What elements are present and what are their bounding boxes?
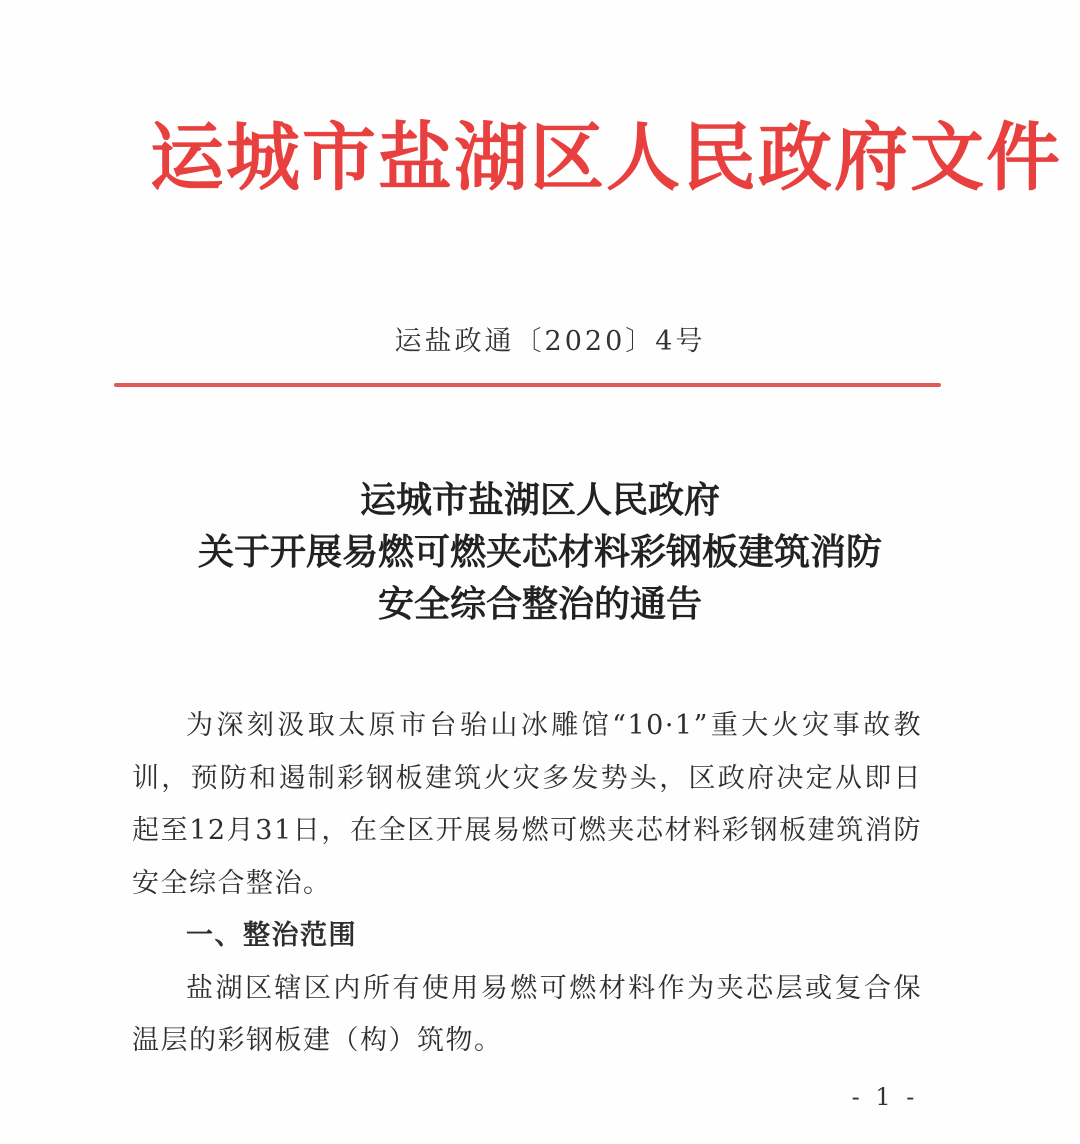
title-line-3: 安全综合整治的通告 xyxy=(377,583,702,625)
page-number: - 1 - xyxy=(851,1083,919,1111)
section-heading-scope: 一、整治范围 xyxy=(186,920,357,951)
intro-paragraph: 为深刻汲取太原市台骀山冰雕馆“10·1”重大火灾事故教训，预防和遏制彩钢板建筑火灾多发势头，区政府决定从即日起至12月31日，在全区开展易燃可燃夹芯材料彩钢板建筑消防安全综合整治。 xyxy=(132,710,922,899)
section-scope-paragraph: 盐湖区辖区内所有使用易燃可燃材料作为夹芯层或复合保温层的彩钢板建（构）筑物。 xyxy=(132,972,922,1056)
title-line-1: 运城市盐湖区人民政府 xyxy=(359,479,720,521)
title-line-2: 关于开展易燃可燃夹芯材料彩钢板建筑消防 xyxy=(197,531,882,573)
document-body xyxy=(132,700,922,1068)
document-title xyxy=(100,474,980,630)
document-number: 运盐政通〔2020〕4号 xyxy=(394,326,706,357)
red-divider-line xyxy=(114,383,941,387)
masthead-title: 运城市盐湖区人民政府文件 xyxy=(150,115,1062,201)
